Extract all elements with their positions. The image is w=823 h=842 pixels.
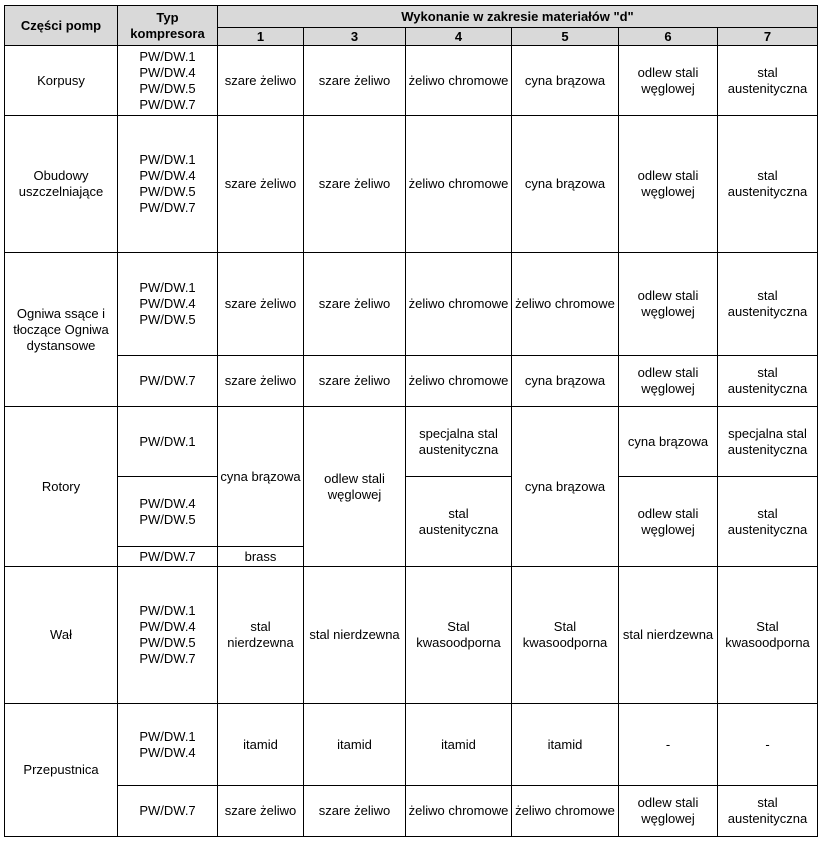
type-cell: PW/DW.7 (118, 786, 218, 837)
material-cell: żeliwo chromowe (406, 46, 512, 116)
material-cell: cyna brązowa (512, 407, 619, 567)
table-row (5, 253, 818, 356)
material-cell: Stal kwasoodporna (406, 567, 512, 704)
material-cell: cyna brązowa (512, 356, 619, 407)
material-cell: żeliwo chromowe (406, 253, 512, 356)
header-col-6: 6 (619, 28, 718, 46)
material-cell: żeliwo chromowe (406, 356, 512, 407)
header-parts: Części pomp (5, 6, 118, 46)
material-cell: Stal kwasoodporna (512, 567, 619, 704)
material-cell: szare żeliwo (218, 786, 304, 837)
material-cell: odlew stali węglowej (619, 477, 718, 567)
material-cell: Stal kwasoodporna (718, 567, 818, 704)
table-row (5, 704, 818, 786)
material-cell: szare żeliwo (218, 46, 304, 116)
material-cell: żeliwo chromowe (406, 786, 512, 837)
type-cell: PW/DW.1 (118, 407, 218, 477)
material-cell: odlew stali węglowej (619, 46, 718, 116)
type-cell: PW/DW.7 (118, 356, 218, 407)
header-col-7: 7 (718, 28, 818, 46)
material-cell: odlew stali węglowej (619, 786, 718, 837)
part-cell: Ogniwa ssące i tłoczące Ogniwa dystansowe (5, 253, 118, 407)
material-cell: stal austenityczna (718, 116, 818, 253)
material-cell: specjalna stal austenityczna (718, 407, 818, 477)
material-cell: żeliwo chromowe (512, 786, 619, 837)
material-cell: itamid (218, 704, 304, 786)
material-cell: stal nierdzewna (304, 567, 406, 704)
header-col-5: 5 (512, 28, 619, 46)
header-col-1: 1 (218, 28, 304, 46)
table-row (5, 786, 818, 837)
part-cell: Korpusy (5, 46, 118, 116)
type-cell: PW/DW.4 PW/DW.5 (118, 477, 218, 547)
material-cell: - (619, 704, 718, 786)
material-cell: cyna brązowa (512, 46, 619, 116)
table-row (5, 407, 818, 477)
material-cell: szare żeliwo (218, 253, 304, 356)
type-cell: PW/DW.1 PW/DW.4 PW/DW.5 (118, 253, 218, 356)
material-cell: żeliwo chromowe (512, 253, 619, 356)
part-cell: Obudowy uszczelniające (5, 116, 118, 253)
part-cell: Rotory (5, 407, 118, 567)
part-cell: Przepustnica (5, 704, 118, 837)
material-cell: żeliwo chromowe (406, 116, 512, 253)
material-cell: szare żeliwo (304, 116, 406, 253)
material-cell: itamid (512, 704, 619, 786)
table-row (5, 116, 818, 253)
header-execution: Wykonanie w zakresie materiałów "d" (218, 6, 818, 28)
material-cell: stal nierdzewna (218, 567, 304, 704)
type-cell: PW/DW.1 PW/DW.4 PW/DW.5 PW/DW.7 (118, 567, 218, 704)
header-col-4: 4 (406, 28, 512, 46)
material-cell: szare żeliwo (304, 46, 406, 116)
type-cell: PW/DW.1 PW/DW.4 (118, 704, 218, 786)
material-cell: odlew stali węglowej (304, 407, 406, 567)
material-cell: itamid (406, 704, 512, 786)
type-cell: PW/DW.7 (118, 547, 218, 567)
material-cell: szare żeliwo (304, 253, 406, 356)
material-cell: itamid (304, 704, 406, 786)
part-cell: Wał (5, 567, 118, 704)
material-cell: odlew stali węglowej (619, 253, 718, 356)
header-compressor-type: Typ kompresora (118, 6, 218, 46)
material-cell: stal austenityczna (718, 477, 818, 567)
type-cell: PW/DW.1 PW/DW.4 PW/DW.5 PW/DW.7 (118, 116, 218, 253)
material-cell: szare żeliwo (218, 116, 304, 253)
material-cell: cyna brązowa (619, 407, 718, 477)
material-cell: brass (218, 547, 304, 567)
material-cell: szare żeliwo (304, 356, 406, 407)
material-cell: stal austenityczna (718, 786, 818, 837)
header-col-3: 3 (304, 28, 406, 46)
material-cell: cyna brązowa (512, 116, 619, 253)
material-cell: stal austenityczna (406, 477, 512, 567)
material-cell: cyna brązowa (218, 407, 304, 547)
material-cell: odlew stali węglowej (619, 116, 718, 253)
material-cell: stal austenityczna (718, 46, 818, 116)
material-cell: stal austenityczna (718, 356, 818, 407)
material-cell: specjalna stal austenityczna (406, 407, 512, 477)
material-cell: - (718, 704, 818, 786)
materials-table (4, 5, 818, 837)
table-row (5, 356, 818, 407)
material-cell: szare żeliwo (218, 356, 304, 407)
material-cell: odlew stali węglowej (619, 356, 718, 407)
material-cell: stal austenityczna (718, 253, 818, 356)
material-cell: szare żeliwo (304, 786, 406, 837)
table-row (5, 46, 818, 116)
table-row (5, 477, 818, 547)
type-cell: PW/DW.1 PW/DW.4 PW/DW.5 PW/DW.7 (118, 46, 218, 116)
table-row (5, 567, 818, 704)
material-cell: stal nierdzewna (619, 567, 718, 704)
